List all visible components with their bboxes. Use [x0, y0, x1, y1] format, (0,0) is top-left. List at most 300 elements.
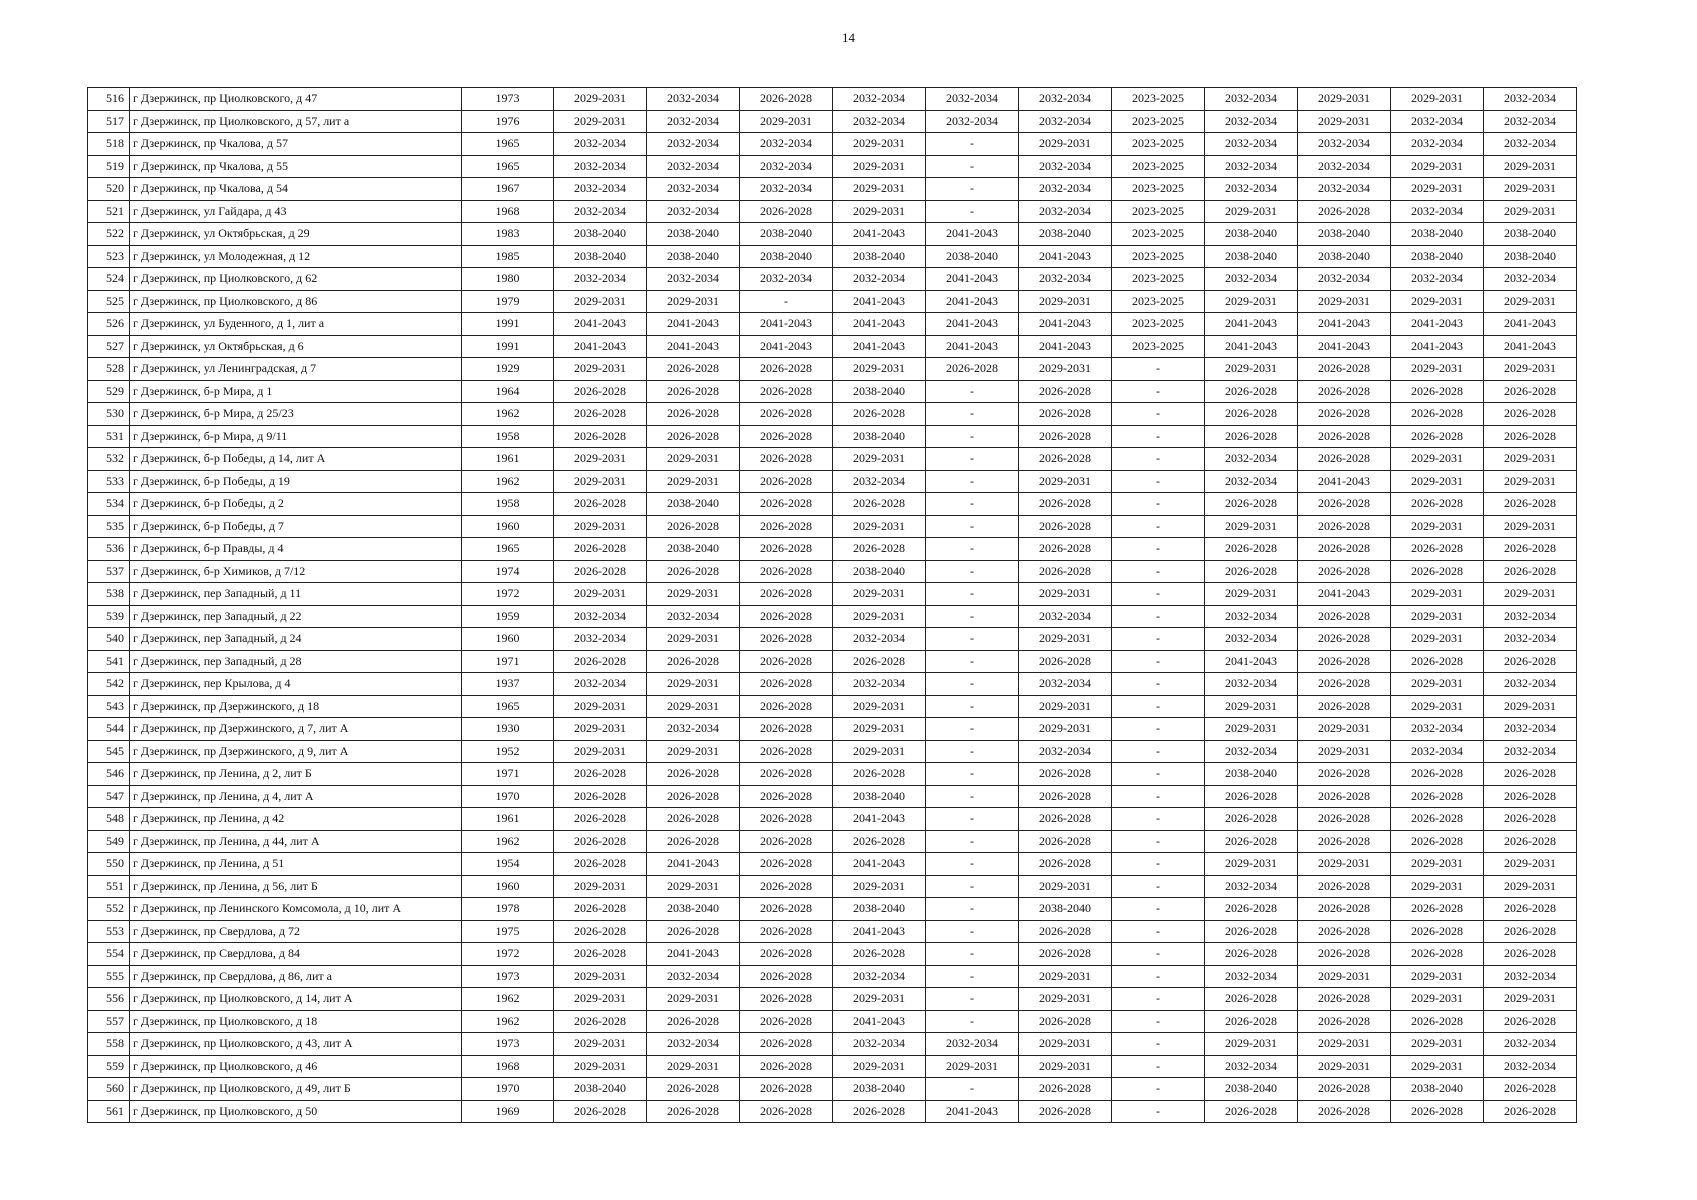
period-cell: 2026-2028 — [1484, 1010, 1577, 1033]
year-cell: 1975 — [462, 920, 554, 943]
period-cell: 2029-2031 — [647, 695, 740, 718]
period-cell: 2026-2028 — [1391, 650, 1484, 673]
period-cell: 2038-2040 — [554, 245, 647, 268]
table-row — [88, 1078, 1577, 1101]
period-cell: 2026-2028 — [1019, 1010, 1112, 1033]
period-cell: 2032-2034 — [647, 965, 740, 988]
housing-register-table — [87, 87, 1577, 1123]
period-cell: 2026-2028 — [1298, 538, 1391, 561]
year-cell: 1968 — [462, 200, 554, 223]
period-cell: 2026-2028 — [554, 1010, 647, 1033]
period-cell: - — [926, 763, 1019, 786]
period-cell: 2026-2028 — [554, 853, 647, 876]
period-cell: 2038-2040 — [647, 223, 740, 246]
period-cell: 2026-2028 — [1391, 830, 1484, 853]
row-number: 554 — [88, 943, 130, 966]
table-row — [88, 988, 1577, 1011]
period-cell: 2026-2028 — [1019, 1078, 1112, 1101]
period-cell: 2026-2028 — [740, 920, 833, 943]
period-cell: 2026-2028 — [1391, 898, 1484, 921]
address-cell: г Дзержинск, пр Циолковского, д 49, лит Б — [130, 1078, 462, 1101]
year-cell: 1973 — [462, 1033, 554, 1056]
year-cell: 1983 — [462, 223, 554, 246]
period-cell: 2026-2028 — [1298, 920, 1391, 943]
period-cell: 2029-2031 — [1484, 695, 1577, 718]
address-cell: г Дзержинск, пр Циолковского, д 57, лит а — [130, 110, 462, 133]
period-cell: 2026-2028 — [554, 830, 647, 853]
period-cell: 2029-2031 — [1484, 853, 1577, 876]
period-cell: 2029-2031 — [647, 1055, 740, 1078]
period-cell: 2026-2028 — [554, 785, 647, 808]
period-cell: 2029-2031 — [554, 290, 647, 313]
period-cell: 2029-2031 — [1391, 290, 1484, 313]
period-cell: 2029-2031 — [647, 290, 740, 313]
period-cell: 2032-2034 — [554, 628, 647, 651]
period-cell: 2029-2031 — [554, 875, 647, 898]
period-cell: - — [1112, 380, 1205, 403]
period-cell: 2038-2040 — [1391, 1078, 1484, 1101]
period-cell: 2029-2031 — [554, 718, 647, 741]
row-number: 536 — [88, 538, 130, 561]
period-cell: 2032-2034 — [1205, 1055, 1298, 1078]
period-cell: 2029-2031 — [1019, 718, 1112, 741]
period-cell: 2032-2034 — [740, 178, 833, 201]
period-cell: - — [1112, 853, 1205, 876]
period-cell: 2029-2031 — [1019, 358, 1112, 381]
table-row — [88, 695, 1577, 718]
period-cell: 2032-2034 — [554, 155, 647, 178]
period-cell: 2038-2040 — [1298, 245, 1391, 268]
period-cell: 2029-2031 — [647, 470, 740, 493]
period-cell: 2026-2028 — [1298, 380, 1391, 403]
period-cell: 2032-2034 — [833, 1033, 926, 1056]
period-cell: 2026-2028 — [740, 875, 833, 898]
period-cell: 2026-2028 — [740, 808, 833, 831]
period-cell: 2026-2028 — [1019, 853, 1112, 876]
period-cell: 2029-2031 — [1205, 515, 1298, 538]
period-cell: 2029-2031 — [833, 740, 926, 763]
period-cell: 2029-2031 — [647, 583, 740, 606]
address-cell: г Дзержинск, пр Ленина, д 51 — [130, 853, 462, 876]
year-cell: 1971 — [462, 650, 554, 673]
row-number: 544 — [88, 718, 130, 741]
period-cell: - — [926, 628, 1019, 651]
period-cell: 2026-2028 — [1391, 1100, 1484, 1123]
period-cell: 2026-2028 — [1298, 988, 1391, 1011]
period-cell: 2026-2028 — [647, 920, 740, 943]
period-cell: 2026-2028 — [1298, 605, 1391, 628]
period-cell: 2026-2028 — [1205, 380, 1298, 403]
period-cell: - — [1112, 808, 1205, 831]
period-cell: 2029-2031 — [1298, 1033, 1391, 1056]
period-cell: 2026-2028 — [1019, 830, 1112, 853]
period-cell: 2026-2028 — [740, 200, 833, 223]
period-cell: 2032-2034 — [740, 268, 833, 291]
period-cell: - — [926, 178, 1019, 201]
period-cell: - — [926, 538, 1019, 561]
period-cell: 2041-2043 — [1019, 313, 1112, 336]
period-cell: 2029-2031 — [1484, 448, 1577, 471]
period-cell: 2029-2031 — [1391, 965, 1484, 988]
period-cell: 2029-2031 — [833, 695, 926, 718]
period-cell: 2041-2043 — [554, 313, 647, 336]
row-number: 541 — [88, 650, 130, 673]
row-number: 522 — [88, 223, 130, 246]
period-cell: 2026-2028 — [647, 763, 740, 786]
address-cell: г Дзержинск, пер Западный, д 22 — [130, 605, 462, 628]
period-cell: 2032-2034 — [1205, 133, 1298, 156]
year-cell: 1929 — [462, 358, 554, 381]
period-cell: 2029-2031 — [926, 1055, 1019, 1078]
period-cell: 2041-2043 — [926, 268, 1019, 291]
period-cell: 2029-2031 — [1205, 695, 1298, 718]
period-cell: 2029-2031 — [647, 628, 740, 651]
period-cell: 2026-2028 — [1298, 763, 1391, 786]
period-cell: 2026-2028 — [740, 425, 833, 448]
address-cell: г Дзержинск, б-р Победы, д 14, лит А — [130, 448, 462, 471]
period-cell: 2041-2043 — [647, 335, 740, 358]
period-cell: 2026-2028 — [740, 583, 833, 606]
period-cell: 2041-2043 — [1484, 313, 1577, 336]
period-cell: - — [926, 1078, 1019, 1101]
period-cell: 2032-2034 — [1484, 605, 1577, 628]
period-cell: - — [1112, 1055, 1205, 1078]
period-cell: 2026-2028 — [926, 358, 1019, 381]
period-cell: 2026-2028 — [554, 650, 647, 673]
period-cell: 2032-2034 — [1205, 605, 1298, 628]
period-cell: 2026-2028 — [833, 538, 926, 561]
period-cell: 2032-2034 — [647, 1033, 740, 1056]
period-cell: 2026-2028 — [1019, 1100, 1112, 1123]
period-cell: 2026-2028 — [1391, 380, 1484, 403]
period-cell: 2026-2028 — [1484, 808, 1577, 831]
address-cell: г Дзержинск, пр Ленинского Комсомола, д 10, лит А — [130, 898, 462, 921]
period-cell: 2026-2028 — [1205, 425, 1298, 448]
period-cell: 2026-2028 — [1019, 560, 1112, 583]
period-cell: 2029-2031 — [1298, 718, 1391, 741]
period-cell: - — [926, 875, 1019, 898]
period-cell: 2029-2031 — [1391, 583, 1484, 606]
period-cell: 2026-2028 — [1298, 875, 1391, 898]
row-number: 518 — [88, 133, 130, 156]
period-cell: 2032-2034 — [1484, 965, 1577, 988]
address-cell: г Дзержинск, пр Циолковского, д 47 — [130, 88, 462, 111]
period-cell: - — [926, 830, 1019, 853]
table-row — [88, 290, 1577, 313]
period-cell: 2026-2028 — [740, 1055, 833, 1078]
period-cell: 2026-2028 — [1484, 650, 1577, 673]
period-cell: 2032-2034 — [1019, 178, 1112, 201]
period-cell: 2041-2043 — [1391, 335, 1484, 358]
period-cell: 2026-2028 — [1484, 380, 1577, 403]
period-cell: 2026-2028 — [1484, 403, 1577, 426]
period-cell: 2032-2034 — [1298, 155, 1391, 178]
period-cell: 2029-2031 — [1205, 1033, 1298, 1056]
period-cell: 2026-2028 — [740, 628, 833, 651]
period-cell: 2029-2031 — [1391, 605, 1484, 628]
address-cell: г Дзержинск, пр Дзержинского, д 18 — [130, 695, 462, 718]
period-cell: 2041-2043 — [647, 943, 740, 966]
period-cell: 2029-2031 — [1205, 290, 1298, 313]
address-cell: г Дзержинск, пр Чкалова, д 54 — [130, 178, 462, 201]
period-cell: - — [1112, 628, 1205, 651]
address-cell: г Дзержинск, пр Дзержинского, д 9, лит А — [130, 740, 462, 763]
address-cell: г Дзержинск, пр Свердлова, д 84 — [130, 943, 462, 966]
period-cell: 2029-2031 — [647, 673, 740, 696]
row-number: 559 — [88, 1055, 130, 1078]
period-cell: 2026-2028 — [1205, 403, 1298, 426]
period-cell: 2026-2028 — [1391, 943, 1484, 966]
row-number: 553 — [88, 920, 130, 943]
period-cell: 2029-2031 — [833, 718, 926, 741]
year-cell: 1965 — [462, 133, 554, 156]
period-cell: 2026-2028 — [1391, 785, 1484, 808]
period-cell: 2029-2031 — [833, 358, 926, 381]
page-number: 14 — [842, 30, 855, 45]
row-number: 556 — [88, 988, 130, 1011]
period-cell: 2032-2034 — [554, 673, 647, 696]
year-cell: 1962 — [462, 1010, 554, 1033]
period-cell: - — [926, 695, 1019, 718]
period-cell: 2029-2031 — [833, 515, 926, 538]
period-cell: 2032-2034 — [1484, 673, 1577, 696]
period-cell: 2026-2028 — [1484, 493, 1577, 516]
table-row — [88, 358, 1577, 381]
period-cell: 2026-2028 — [1298, 673, 1391, 696]
period-cell: 2029-2031 — [647, 448, 740, 471]
period-cell: 2029-2031 — [1391, 448, 1484, 471]
period-cell: 2032-2034 — [926, 88, 1019, 111]
period-cell: 2026-2028 — [740, 1033, 833, 1056]
period-cell: - — [1112, 515, 1205, 538]
period-cell: 2026-2028 — [740, 718, 833, 741]
row-number: 545 — [88, 740, 130, 763]
period-cell: 2026-2028 — [647, 403, 740, 426]
row-number: 521 — [88, 200, 130, 223]
period-cell: 2026-2028 — [1298, 403, 1391, 426]
period-cell: 2029-2031 — [1484, 988, 1577, 1011]
row-number: 548 — [88, 808, 130, 831]
period-cell: 2029-2031 — [1391, 88, 1484, 111]
period-cell: 2032-2034 — [1019, 200, 1112, 223]
year-cell: 1991 — [462, 313, 554, 336]
address-cell: г Дзержинск, б-р Химиков, д 7/12 — [130, 560, 462, 583]
period-cell: 2032-2034 — [647, 88, 740, 111]
table-row — [88, 718, 1577, 741]
period-cell: 2023-2025 — [1112, 178, 1205, 201]
period-cell: 2029-2031 — [554, 358, 647, 381]
table-row — [88, 178, 1577, 201]
year-cell: 1970 — [462, 785, 554, 808]
period-cell: 2026-2028 — [833, 403, 926, 426]
period-cell: 2038-2040 — [833, 380, 926, 403]
table-row — [88, 853, 1577, 876]
period-cell: 2029-2031 — [1298, 853, 1391, 876]
period-cell: 2026-2028 — [1205, 538, 1298, 561]
row-number: 520 — [88, 178, 130, 201]
row-number: 524 — [88, 268, 130, 291]
period-cell: 2026-2028 — [554, 493, 647, 516]
period-cell: 2032-2034 — [833, 268, 926, 291]
row-number: 534 — [88, 493, 130, 516]
period-cell: 2026-2028 — [740, 763, 833, 786]
period-cell: 2026-2028 — [554, 808, 647, 831]
period-cell: 2023-2025 — [1112, 88, 1205, 111]
period-cell: - — [1112, 650, 1205, 673]
period-cell: 2026-2028 — [554, 538, 647, 561]
period-cell: - — [926, 808, 1019, 831]
period-cell: 2032-2034 — [926, 1033, 1019, 1056]
period-cell: 2029-2031 — [1298, 740, 1391, 763]
table-row — [88, 268, 1577, 291]
table-row — [88, 1055, 1577, 1078]
period-cell: 2029-2031 — [1298, 290, 1391, 313]
address-cell: г Дзержинск, пер Западный, д 11 — [130, 583, 462, 606]
year-cell: 1969 — [462, 1100, 554, 1123]
table-row — [88, 965, 1577, 988]
period-cell: 2029-2031 — [554, 470, 647, 493]
period-cell: 2032-2034 — [647, 268, 740, 291]
period-cell: 2029-2031 — [554, 695, 647, 718]
period-cell: 2029-2031 — [1391, 673, 1484, 696]
period-cell: 2029-2031 — [1484, 358, 1577, 381]
table-row — [88, 313, 1577, 336]
period-cell: 2029-2031 — [647, 875, 740, 898]
year-cell: 1973 — [462, 88, 554, 111]
period-cell: 2038-2040 — [554, 1078, 647, 1101]
year-cell: 1972 — [462, 943, 554, 966]
period-cell: 2026-2028 — [1298, 628, 1391, 651]
period-cell: 2026-2028 — [1298, 830, 1391, 853]
period-cell: 2026-2028 — [647, 650, 740, 673]
period-cell: 2026-2028 — [1205, 1010, 1298, 1033]
address-cell: г Дзержинск, пр Ленина, д 4, лит А — [130, 785, 462, 808]
period-cell: 2029-2031 — [833, 178, 926, 201]
period-cell: 2041-2043 — [926, 1100, 1019, 1123]
period-cell: 2029-2031 — [1019, 290, 1112, 313]
year-cell: 1973 — [462, 965, 554, 988]
period-cell: 2029-2031 — [1019, 133, 1112, 156]
period-cell: - — [926, 853, 1019, 876]
period-cell: 2029-2031 — [1019, 695, 1112, 718]
table-row — [88, 673, 1577, 696]
address-cell: г Дзержинск, пр Циолковского, д 50 — [130, 1100, 462, 1123]
period-cell: 2026-2028 — [1298, 358, 1391, 381]
address-cell: г Дзержинск, пр Ленина, д 44, лит А — [130, 830, 462, 853]
period-cell: 2026-2028 — [1391, 560, 1484, 583]
period-cell: 2026-2028 — [647, 380, 740, 403]
period-cell: 2026-2028 — [1019, 808, 1112, 831]
year-cell: 1974 — [462, 560, 554, 583]
row-number: 551 — [88, 875, 130, 898]
period-cell: 2038-2040 — [740, 245, 833, 268]
period-cell: 2026-2028 — [1391, 403, 1484, 426]
period-cell: 2023-2025 — [1112, 313, 1205, 336]
period-cell: 2029-2031 — [1391, 1055, 1484, 1078]
period-cell: 2029-2031 — [554, 740, 647, 763]
year-cell: 1960 — [462, 628, 554, 651]
table-row — [88, 245, 1577, 268]
period-cell: 2038-2040 — [647, 493, 740, 516]
period-cell: 2032-2034 — [1205, 448, 1298, 471]
address-cell: г Дзержинск, пр Чкалова, д 57 — [130, 133, 462, 156]
period-cell: 2026-2028 — [1484, 538, 1577, 561]
period-cell: 2026-2028 — [1484, 785, 1577, 808]
period-cell: - — [926, 965, 1019, 988]
period-cell: 2038-2040 — [1298, 223, 1391, 246]
period-cell: 2026-2028 — [740, 358, 833, 381]
period-cell: - — [926, 515, 1019, 538]
period-cell: 2026-2028 — [740, 515, 833, 538]
row-number: 530 — [88, 403, 130, 426]
year-cell: 1962 — [462, 470, 554, 493]
period-cell: 2029-2031 — [1205, 583, 1298, 606]
period-cell: 2032-2034 — [740, 133, 833, 156]
row-number: 540 — [88, 628, 130, 651]
period-cell: 2029-2031 — [833, 155, 926, 178]
period-cell: 2026-2028 — [833, 763, 926, 786]
period-cell: 2029-2031 — [1484, 200, 1577, 223]
row-number: 531 — [88, 425, 130, 448]
table-row — [88, 493, 1577, 516]
year-cell: 1952 — [462, 740, 554, 763]
year-cell: 1979 — [462, 290, 554, 313]
period-cell: 2041-2043 — [1298, 313, 1391, 336]
period-cell: - — [1112, 358, 1205, 381]
period-cell: - — [1112, 583, 1205, 606]
period-cell: 2026-2028 — [1391, 493, 1484, 516]
period-cell: 2032-2034 — [647, 605, 740, 628]
period-cell: 2026-2028 — [740, 470, 833, 493]
period-cell: 2041-2043 — [1205, 650, 1298, 673]
table-row — [88, 155, 1577, 178]
period-cell: 2026-2028 — [1019, 763, 1112, 786]
period-cell: - — [926, 425, 1019, 448]
row-number: 557 — [88, 1010, 130, 1033]
period-cell: 2041-2043 — [833, 313, 926, 336]
row-number: 517 — [88, 110, 130, 133]
year-cell: 1965 — [462, 155, 554, 178]
period-cell: 2041-2043 — [833, 1010, 926, 1033]
period-cell: 2032-2034 — [1205, 470, 1298, 493]
address-cell: г Дзержинск, пр Циолковского, д 18 — [130, 1010, 462, 1033]
period-cell: 2038-2040 — [1205, 223, 1298, 246]
period-cell: 2026-2028 — [1019, 448, 1112, 471]
address-cell: г Дзержинск, пер Крылова, д 4 — [130, 673, 462, 696]
period-cell: 2032-2034 — [1484, 628, 1577, 651]
period-cell: 2026-2028 — [740, 560, 833, 583]
period-cell: 2038-2040 — [1205, 1078, 1298, 1101]
period-cell: - — [1112, 695, 1205, 718]
period-cell: 2032-2034 — [554, 268, 647, 291]
year-cell: 1930 — [462, 718, 554, 741]
period-cell: 2041-2043 — [647, 853, 740, 876]
period-cell: 2032-2034 — [647, 178, 740, 201]
period-cell: 2029-2031 — [1484, 470, 1577, 493]
address-cell: г Дзержинск, пр Циолковского, д 86 — [130, 290, 462, 313]
period-cell: 2029-2031 — [1019, 470, 1112, 493]
period-cell: 2029-2031 — [647, 988, 740, 1011]
year-cell: 1959 — [462, 605, 554, 628]
period-cell: 2026-2028 — [740, 965, 833, 988]
period-cell: 2038-2040 — [833, 560, 926, 583]
period-cell: - — [1112, 425, 1205, 448]
period-cell: 2029-2031 — [554, 88, 647, 111]
period-cell: - — [1112, 470, 1205, 493]
period-cell: 2029-2031 — [833, 583, 926, 606]
year-cell: 1980 — [462, 268, 554, 291]
address-cell: г Дзержинск, б-р Мира, д 1 — [130, 380, 462, 403]
